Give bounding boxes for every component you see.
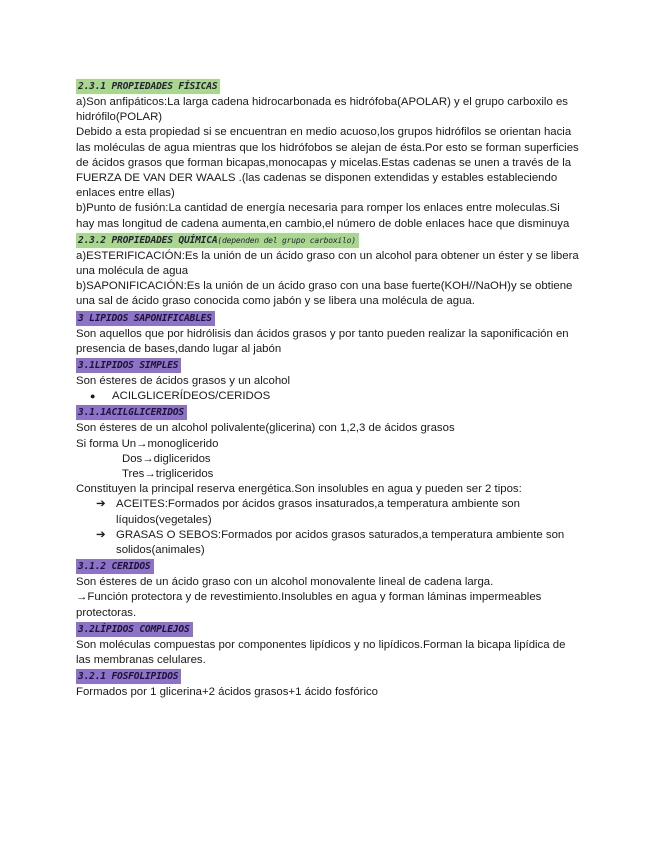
paragraph: Si forma Un→monoglicerido (76, 437, 219, 450)
arrow-list-item (96, 528, 581, 558)
heading-subtitle: (dependen del grupo carboxilo) (217, 235, 356, 245)
paragraph: a)ESTERIFICACIÓN:Es la unión de un ácido graso con un alcohol para obtener un éster y se libera una molécula de agua (76, 249, 579, 278)
paragraph: Son moléculas compuestas por componentes lipídicos y no lipídicos.Forman la bicapa lipídica de las membranas celulares. (76, 638, 566, 667)
paragraph: Formados por 1 glicerina+2 ácidos grasos+1 ácido fosfórico (76, 686, 379, 699)
paragraph: Debido a esta propiedad si se encuentran en medio acuoso,los grupos hidrófilos se orientan hacia las moléculas de agua mientras que los hidrófobos se alejan de ésta.Por esto se forman superficies de ácidos grasos que forman bicapas,monocapas y micelas.Estas cadenas se unen a través de la FUERZA DE VAN DER WAALS .(las cadenas se disponen extendidas y estables estableciendo enlaces entre ellas) (76, 126, 579, 200)
arrow-item-text: ACEITES:Formados por ácidos grasos insaturados,a temperatura ambiente son líquidos(vegetales) (116, 498, 520, 526)
bullet-dot-icon: ● (90, 391, 96, 402)
paragraph: b)Punto de fusión:La cantidad de energía necesaria para romper los enlaces entre moleculas.Si hay mas longitud de cadena aumenta,en cambio,el número de doble enlaces hace que disminuya (76, 202, 570, 230)
heading-3-2: 3.2LÍPIDOS COMPLEJOS (76, 622, 193, 637)
paragraph-indented: Dos→digliceridos (122, 452, 211, 465)
heading-3-1-2: 3.1.2 CERIDOS (76, 559, 154, 574)
heading-3-1: 3.1LIPIDOS SIMPLES (76, 358, 181, 373)
bullet-item (90, 389, 581, 404)
bullet-text: ACILGLICERÍDEOS/CERIDOS (112, 390, 271, 403)
arrow-list-item (96, 497, 581, 527)
paragraph: Constituyen la principal reserva energética.Son insolubles en agua y pueden ser 2 tipos: (76, 483, 522, 496)
paragraph-indented: Tres→trigliceridos (122, 468, 214, 481)
paragraph: b)SAPONIFICACIÓN:Es la unión de un ácido graso con una base fuerte(KOH//NaOH)y se obtiene una sal de ácido graso conocida como jabón y se libera una molécula de agua. (76, 280, 573, 308)
paragraph: a)Son anfipáticos:La larga cadena hidrocarbonada es hidrófoba(APOLAR) y el grupo carboxilo es hidrófilo(POLAR) (76, 96, 568, 124)
paragraph: Son ésteres de un alcohol polivalente(glicerina) con 1,2,3 de ácidos grasos (76, 422, 455, 435)
heading-text: 2.3.2 PROPIEDADES QUÍMICA (78, 234, 218, 246)
paragraph: Son ésteres de ácidos grasos y un alcohol (76, 375, 291, 388)
heading-3: 3 LIPIDOS SAPONIFICABLES (76, 311, 215, 326)
paragraph: Son aquellos que por hidrólisis dan ácidos grasos y por tanto pueden realizar la saponificación en presencia de bases,dando lugar al jabón (76, 327, 569, 355)
heading-2-3-1: 2.3.1 PROPIEDADES FÍSICAS (76, 79, 220, 94)
arrow-bullet-icon: ➔ (96, 498, 106, 511)
heading-3-1-1: 3.1.1ACILGLICERIDOS (76, 405, 187, 420)
heading-2-3-2 (76, 233, 359, 248)
heading-3-2-1: 3.2.1 FOSFOLIPIDOS (76, 669, 181, 684)
paragraph: Son ésteres de un ácido graso con un alcohol monovalente lineal de cadena larga. (76, 576, 494, 589)
arrow-bullet-icon: ➔ (96, 528, 106, 541)
document-body (76, 78, 581, 701)
paragraph: →Función protectora y de revestimiento.Insolubles en agua y forman láminas impermeables protectoras. (76, 591, 542, 619)
arrow-item-text: GRASAS O SEBOS:Formados por acidos grasos saturados,a temperatura ambiente son solidos(animales) (116, 528, 565, 557)
